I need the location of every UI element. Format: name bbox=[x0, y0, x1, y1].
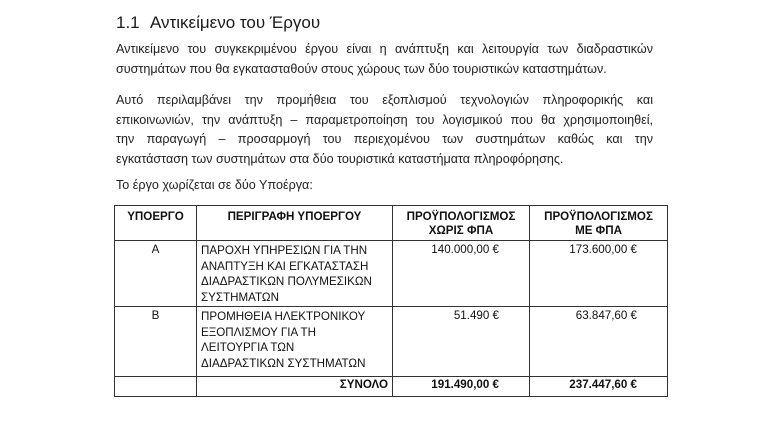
paragraph-line: Αυτό περιλαμβάνει την προμήθεια του εξοπλισμού τεχνολογιών πληροφορικής και bbox=[116, 93, 653, 107]
row-budget-vat: 63.847,60 € bbox=[530, 307, 668, 377]
total-empty-cell bbox=[115, 377, 197, 397]
header-budget-no-vat: ΠΡΟΫΠΟΛΟΓΙΣΜΟΣ ΧΩΡΙΣ ΦΠΑ bbox=[393, 206, 530, 241]
table-row bbox=[115, 307, 668, 377]
total-label: ΣΥΝΟΛΟ bbox=[197, 377, 393, 397]
row-budget-vat: 173.600,00 € bbox=[530, 241, 668, 307]
paragraph-line: συστημάτων που θα εγκατασταθούν στους χώρους των δύο τουριστικών καταστημάτων. bbox=[116, 61, 607, 76]
section-title: Αντικείμενο του Έργου bbox=[150, 13, 321, 32]
header-description: ΠΕΡΙΓΡΑΦΗ ΥΠΟΕΡΓΟΥ bbox=[197, 206, 393, 241]
total-budget-no-vat: 191.490,00 € bbox=[393, 377, 530, 397]
header-budget-vat: ΠΡΟΫΠΟΛΟΓΙΣΜΟΣ ΜΕ ΦΠΑ bbox=[530, 206, 668, 241]
paragraph-line: επικοινωνιών, την ανάπτυξη – παραμετροποίηση του λογισμικού που θα χρησιμοποιηθεί, bbox=[116, 112, 653, 127]
row-budget-no-vat: 140.000,00 € bbox=[393, 241, 530, 307]
paragraph-scope bbox=[116, 91, 653, 169]
paragraph-object bbox=[116, 40, 653, 79]
paragraph-line: Το έργο χωρίζεται σε δύο Υποέργα: bbox=[116, 178, 313, 192]
table-header-row bbox=[115, 206, 668, 241]
row-code: Β bbox=[115, 307, 197, 377]
header-subproject: ΥΠΟΕΡΓΟ bbox=[115, 206, 197, 241]
row-description: ΠΡΟΜΗΘΕΙΑ ΗΛΕΚΤΡΟΝΙΚΟΥ ΕΞΟΠΛΙΣΜΟΥ ΓΙΑ ΤΗ ΛΕΙΤΟΥΡΓΙΑ ΤΩΝ ΔΙΑΔΡΑΣΤΙΚΩΝ ΣΥΣΤΗΜΑΤΩΝ bbox=[197, 307, 393, 377]
total-row bbox=[115, 377, 668, 397]
table-row bbox=[115, 241, 668, 307]
row-budget-no-vat: 51.490 € bbox=[393, 307, 530, 377]
section-number: 1.1 bbox=[116, 13, 140, 32]
paragraph-line: Αντικείμενο του συγκεκριμένου έργου είναι η ανάπτυξη και λειτουργία των διαδραστικών bbox=[116, 42, 653, 56]
paragraph-line: εγκατάσταση των συστημάτων στα δύο τουριστικά καταστήματα πληροφόρησης. bbox=[116, 151, 564, 166]
row-code: Α bbox=[115, 241, 197, 307]
paragraph-subprojects-intro bbox=[116, 176, 653, 196]
section-heading bbox=[116, 13, 320, 33]
budget-table bbox=[114, 205, 668, 397]
total-budget-vat: 237.447,60 € bbox=[530, 377, 668, 397]
row-description: ΠΑΡΟΧΗ ΥΠΗΡΕΣΙΩΝ ΓΙΑ ΤΗΝ ΑΝΑΠΤΥΞΗ ΚΑΙ ΕΓΚΑΤΑΣΤΑΣΗ ΔΙΑΔΡΑΣΤΙΚΩΝ ΠΟΛΥΜΕΣΙΚΩΝ ΣΥΣΤΗΜΑΤΩΝ bbox=[197, 241, 393, 307]
paragraph-line: την παραγωγή – προσαρμογή του περιεχομένου των συστημάτων καθώς και την bbox=[116, 132, 653, 147]
